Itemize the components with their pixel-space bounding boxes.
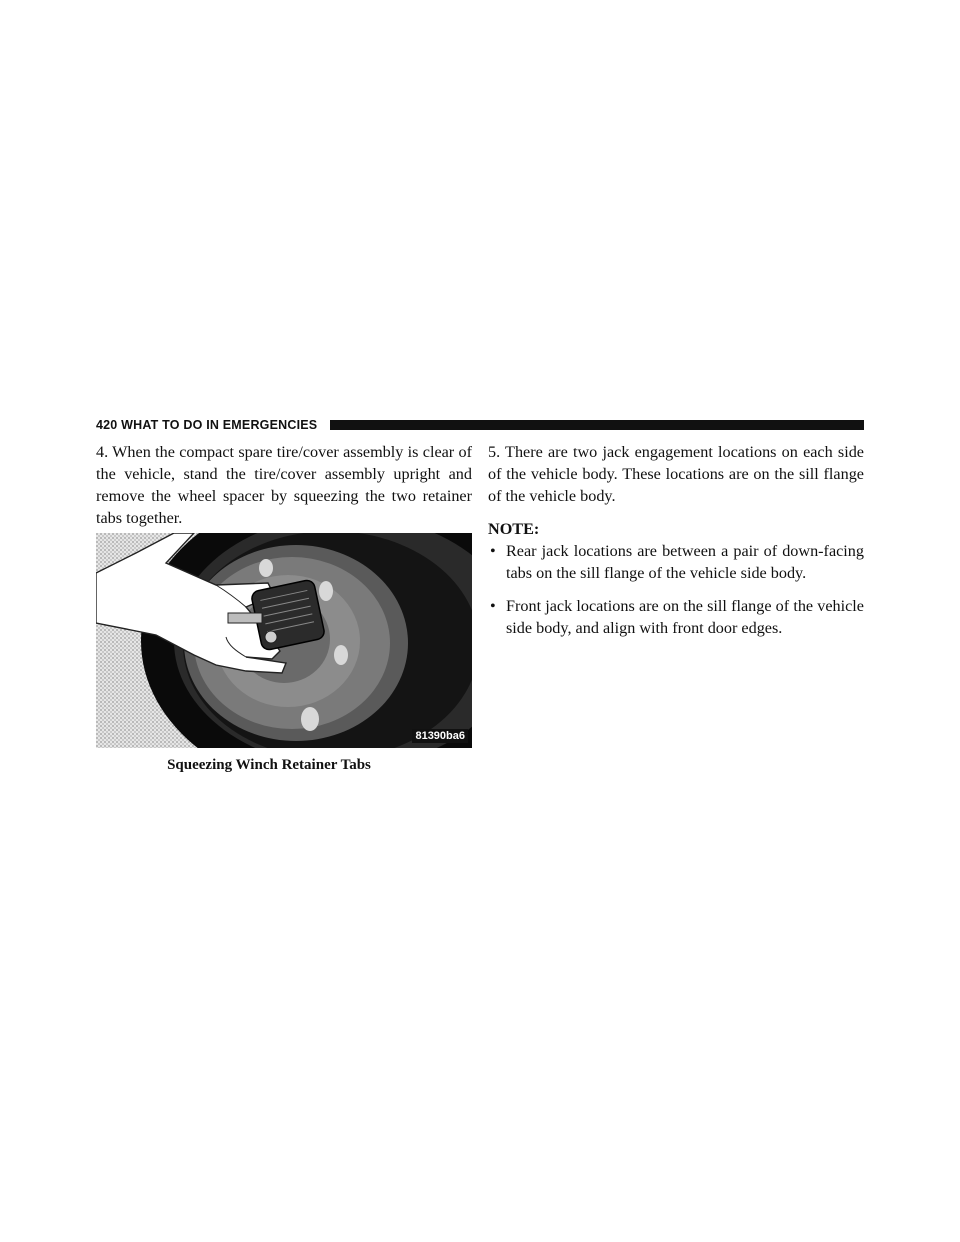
header-rule — [330, 420, 864, 430]
list-item — [488, 540, 864, 584]
note-bullet-list — [488, 540, 864, 639]
step-5-text: 5. There are two jack engagement locations on each side of the vehicle body. These locations are on the sill flange of the vehicle body. — [488, 443, 864, 505]
page-header — [96, 417, 864, 433]
winch-retainer-illustration — [96, 533, 472, 748]
bullet-icon: • — [490, 597, 496, 615]
note-label: NOTE: — [488, 520, 540, 538]
list-item — [488, 595, 864, 639]
left-column — [96, 441, 472, 776]
bullet-text: Rear jack locations are between a pair of down-facing tabs on the sill flange of the vehicle side body. — [506, 542, 864, 582]
step-4-text: 4. When the compact spare tire/cover assembly is clear of the vehicle, stand the tire/cover assembly upright and remove the wheel spacer by squeezing the two retainer tabs together. — [96, 443, 472, 527]
bullet-text: Front jack locations are on the sill flange of the vehicle side body, and align with front door edges. — [506, 597, 864, 637]
figure-code: 81390ba6 — [412, 729, 468, 743]
right-column — [488, 441, 864, 650]
bullet-icon: • — [490, 542, 496, 560]
page-header-title: 420 WHAT TO DO IN EMERGENCIES — [96, 417, 323, 433]
figure-caption: Squeezing Winch Retainer Tabs — [167, 757, 371, 773]
figure-illustration — [96, 533, 472, 748]
